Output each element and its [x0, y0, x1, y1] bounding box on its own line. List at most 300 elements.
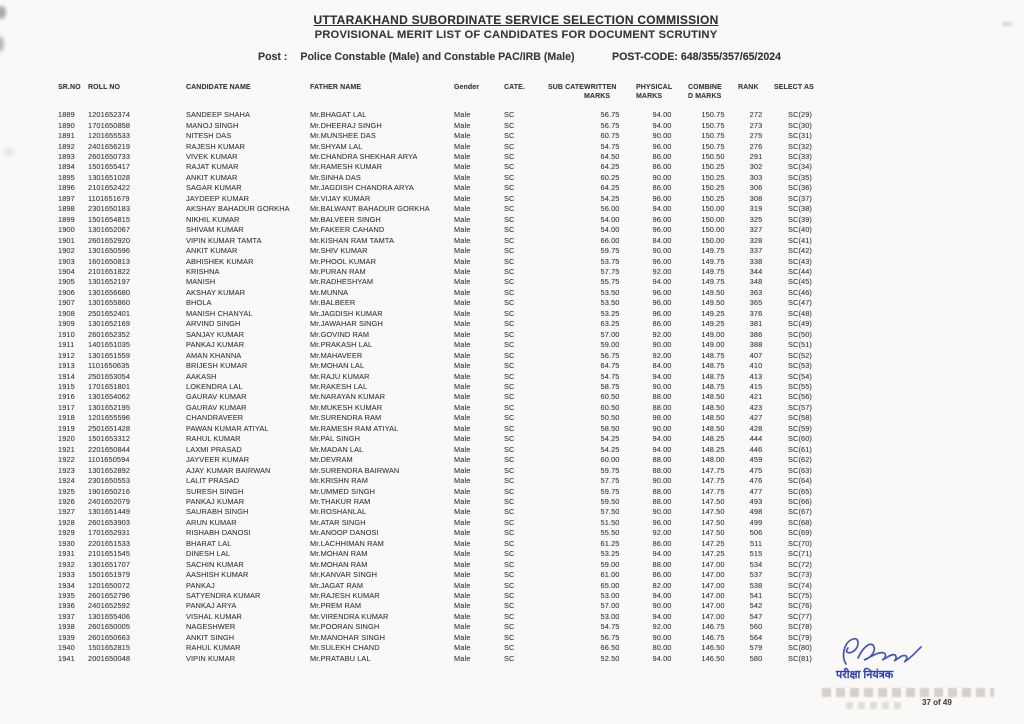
cell-combined: 148.00 — [701, 455, 725, 465]
cell-select: SC(77) — [787, 611, 812, 621]
cell-gender: Male — [454, 549, 471, 559]
cell-rank: 475 — [749, 465, 763, 475]
cell-rank: 427 — [749, 413, 763, 423]
cell-physical: 90.00 — [652, 423, 672, 433]
cell-written: 54.00 — [600, 225, 620, 235]
cell-roll: 1301654062 — [88, 392, 131, 402]
cell-gender: Male — [454, 653, 471, 663]
cell-father: Mr.UMMED SINGH — [310, 486, 376, 496]
cell-roll: 1301651707 — [88, 559, 131, 569]
cell-physical: 94.00 — [652, 204, 672, 214]
signature-icon — [836, 634, 928, 670]
cell-roll: 2601653903 — [88, 517, 131, 527]
cell-roll: 2401656219 — [88, 141, 131, 151]
cell-subcate — [548, 612, 584, 622]
cell-cate: SC — [504, 413, 515, 423]
cell-written: 53.75 — [600, 256, 620, 266]
cell-rank: 542 — [749, 601, 763, 611]
cell-roll: 1201652374 — [88, 110, 131, 120]
cell-combined: 148.50 — [701, 392, 725, 402]
table-row — [58, 591, 826, 601]
cell-name: SHIVAM KUMAR — [186, 225, 244, 235]
cell-cate: SC — [504, 622, 515, 632]
cell-cate: SC — [504, 486, 515, 496]
cell-roll: 1201655596 — [88, 413, 131, 423]
cell-name: LALIT PRASAD — [186, 476, 240, 486]
cell-sr: 1937 — [58, 611, 75, 621]
cell-sr: 1916 — [58, 392, 75, 402]
cell-subcate — [548, 643, 584, 653]
table-row — [58, 142, 826, 152]
cell-cate: SC — [504, 423, 515, 433]
table-row — [58, 466, 826, 476]
table-row — [58, 131, 826, 141]
cell-select: SC(56) — [787, 392, 812, 402]
cell-rank: 325 — [749, 214, 763, 224]
cell-father: Mr.LACHHIMAN RAM — [310, 538, 384, 548]
table-row — [58, 570, 826, 580]
cell-cate: SC — [504, 235, 515, 245]
cell-cate: SC — [504, 455, 515, 465]
cell-roll: 1101651679 — [88, 193, 130, 203]
cell-name: RAHUL KUMAR — [186, 643, 241, 653]
cell-sr: 1907 — [58, 298, 75, 308]
cell-subcate — [548, 121, 584, 131]
cell-gender: Male — [454, 371, 471, 381]
cell-written: 59.00 — [600, 340, 620, 350]
cell-select: SC(47) — [787, 298, 812, 308]
cell-select: SC(59) — [787, 423, 812, 433]
merit-table-body — [58, 110, 826, 664]
cell-select: SC(70) — [787, 538, 812, 548]
cell-cate: SC — [504, 340, 515, 350]
cell-name: NITESH DAS — [186, 131, 232, 141]
cell-subcate — [548, 162, 584, 172]
table-row — [58, 194, 826, 204]
cell-combined: 149.25 — [701, 319, 725, 329]
cell-subcate — [548, 204, 584, 214]
cell-subcate — [548, 528, 584, 538]
table-row — [58, 528, 826, 538]
cell-father: Mr.RAJU KUMAR — [310, 371, 370, 381]
faint-stamp-text — [822, 688, 994, 697]
cell-sr: 1930 — [58, 538, 75, 548]
cell-roll: 2601650733 — [88, 152, 131, 161]
cell-select: SC(79) — [787, 632, 812, 642]
cell-rank: 276 — [749, 141, 763, 151]
cell-father: Mr.SHIV KUMAR — [310, 246, 368, 256]
cell-sr: 1909 — [58, 319, 75, 329]
cell-rank: 580 — [749, 653, 763, 663]
cell-gender: Male — [454, 517, 471, 527]
cell-select: SC(72) — [787, 559, 812, 569]
cell-cate: SC — [504, 559, 515, 569]
cell-father: Mr.MUNSHEE DAS — [310, 131, 376, 141]
cell-gender: Male — [454, 110, 471, 120]
cell-subcate — [548, 392, 584, 402]
cell-sr: 1893 — [58, 152, 75, 161]
cell-rank: 444 — [749, 434, 763, 444]
cell-subcate — [548, 142, 584, 152]
cell-written: 54.75 — [600, 371, 620, 381]
column-header-subcate: SUB CATE — [548, 84, 585, 91]
cell-sr: 1926 — [58, 496, 75, 506]
cell-father: Mr.MUKESH KUMAR — [310, 402, 383, 412]
cell-rank: 506 — [749, 528, 763, 538]
cell-cate: SC — [504, 392, 515, 402]
cell-roll: 1901650216 — [88, 486, 131, 496]
cell-gender: Male — [454, 308, 471, 318]
cell-combined: 150.25 — [701, 162, 725, 172]
cell-name: PANKAJ KUMAR — [186, 496, 245, 506]
cell-sr: 1920 — [58, 434, 75, 444]
cell-cate: SC — [504, 277, 515, 287]
table-row — [58, 361, 826, 371]
table-row — [58, 424, 826, 434]
cell-roll: 1501651979 — [88, 570, 131, 580]
cell-father: Mr.PHOOL KUMAR — [310, 256, 377, 266]
cell-combined: 149.50 — [701, 298, 725, 308]
table-row — [58, 257, 826, 267]
cell-subcate — [548, 277, 584, 287]
cell-cate: SC — [504, 110, 515, 120]
cell-father: Mr.POORAN SINGH — [310, 622, 380, 632]
cell-physical: 92.00 — [652, 528, 672, 538]
cell-subcate — [548, 445, 584, 455]
cell-father: Mr.BHAGAT LAL — [310, 110, 367, 120]
cell-select: SC(80) — [787, 643, 812, 653]
cell-physical: 96.00 — [652, 193, 672, 203]
cell-sr: 1940 — [58, 643, 75, 653]
post-label: Post : — [258, 51, 288, 63]
cell-roll: 2301650553 — [88, 476, 131, 486]
cell-physical: 90.00 — [652, 507, 672, 517]
table-row — [58, 403, 826, 413]
cell-rank: 498 — [749, 507, 763, 517]
cell-select: SC(31) — [787, 131, 812, 141]
page-title — [16, 13, 1016, 27]
cell-physical: 84.00 — [652, 361, 672, 371]
cell-name: ABHISHEK KUMAR — [186, 256, 254, 266]
cell-name: SACHIN KUMAR — [186, 559, 244, 569]
cell-name: SANJAY KUMAR — [186, 329, 245, 339]
cell-gender: Male — [454, 235, 471, 245]
cell-combined: 149.00 — [701, 340, 725, 350]
cell-sr: 1915 — [58, 381, 75, 391]
cell-subcate — [548, 654, 584, 664]
scan-smudge — [4, 148, 14, 156]
cell-father: Mr.MADAN LAL — [310, 444, 364, 454]
cell-cate: SC — [504, 528, 515, 538]
table-row — [58, 622, 826, 632]
cell-combined: 150.00 — [701, 225, 725, 235]
cell-sr: 1939 — [58, 632, 75, 642]
cell-select: SC(63) — [787, 465, 812, 475]
cell-gender: Male — [454, 455, 471, 465]
cell-select: SC(40) — [787, 225, 812, 235]
cell-subcate — [548, 319, 584, 329]
cell-combined: 150.25 — [701, 193, 725, 203]
cell-select: SC(53) — [787, 361, 812, 371]
cell-cate: SC — [504, 172, 515, 182]
cell-select: SC(33) — [787, 152, 812, 161]
cell-name: JAYDEEP KUMAR — [186, 193, 250, 203]
post-line — [258, 51, 575, 63]
cell-combined: 147.00 — [701, 591, 725, 601]
cell-sr: 1941 — [58, 653, 75, 663]
cell-sr: 1905 — [58, 277, 75, 287]
table-row — [58, 434, 826, 444]
cell-roll: 1101650594 — [88, 455, 130, 465]
column-header-physical: PHYSICAL MARKS — [636, 84, 673, 100]
cell-rank: 410 — [749, 361, 763, 371]
cell-subcate — [548, 539, 584, 549]
column-header-select: SELECT AS — [774, 84, 814, 91]
cell-combined: 150.00 — [701, 214, 725, 224]
cell-name: RAJAT KUMAR — [186, 162, 239, 172]
table-row — [58, 267, 826, 277]
cell-sr: 1897 — [58, 193, 75, 203]
cell-name: AAKASH — [186, 371, 217, 381]
cell-written: 57.50 — [600, 507, 620, 517]
cell-father: Mr.ROSHANLAL — [310, 507, 367, 517]
cell-written: 60.75 — [600, 131, 620, 141]
cell-roll: 2601652352 — [88, 329, 131, 339]
cell-father: Mr.MOHAN RAM — [310, 549, 368, 559]
cell-written: 55.75 — [600, 277, 620, 287]
cell-gender: Male — [454, 172, 471, 182]
cell-sr: 1900 — [58, 225, 75, 235]
header-row — [58, 84, 826, 110]
column-header-sr: SR.NO — [58, 84, 81, 91]
cell-written: 56.75 — [600, 120, 620, 130]
cell-name: KRISHNA — [186, 266, 220, 276]
cell-rank: 564 — [749, 632, 763, 642]
cell-combined: 148.25 — [701, 444, 725, 454]
cell-physical: 96.00 — [652, 141, 672, 151]
cell-rank: 476 — [749, 476, 763, 486]
cell-select: SC(30) — [787, 120, 812, 130]
table-row — [58, 633, 826, 643]
cell-subcate — [548, 246, 584, 256]
cell-name: PANKAJ KUMAR — [186, 340, 245, 350]
cell-combined: 150.75 — [701, 141, 725, 151]
table-row — [58, 152, 826, 162]
cell-gender: Male — [454, 214, 471, 224]
cell-gender: Male — [454, 476, 471, 486]
cell-cate: SC — [504, 371, 515, 381]
cell-physical: 92.00 — [652, 329, 672, 339]
cell-sr: 1908 — [58, 308, 75, 318]
cell-sr: 1935 — [58, 591, 75, 601]
table-row — [58, 560, 826, 570]
cell-combined: 147.00 — [701, 570, 725, 580]
cell-physical: 96.00 — [652, 287, 672, 297]
cell-rank: 423 — [749, 402, 763, 412]
column-header-combined: COMBINE D MARKS — [688, 84, 722, 100]
cell-gender: Male — [454, 465, 471, 475]
cell-combined: 146.50 — [701, 653, 725, 663]
cell-gender: Male — [454, 287, 471, 297]
cell-physical: 96.00 — [652, 298, 672, 308]
cell-roll: 2201651533 — [88, 538, 131, 548]
cell-subcate — [548, 382, 584, 392]
cell-select: SC(58) — [787, 413, 812, 423]
cell-roll: 1501655417 — [88, 162, 131, 172]
cell-written: 52.50 — [600, 653, 620, 663]
table-row — [58, 330, 826, 340]
cell-subcate — [548, 403, 584, 413]
cell-written: 64.25 — [600, 183, 620, 193]
cell-physical: 94.00 — [652, 653, 672, 663]
cell-name: VIPIN KUMAR TAMTA — [186, 235, 262, 245]
cell-select: SC(71) — [787, 549, 812, 559]
cell-father: Mr.PREM RAM — [310, 601, 362, 611]
cell-cate: SC — [504, 653, 515, 663]
cell-select: SC(39) — [787, 214, 812, 224]
cell-sr: 1917 — [58, 402, 75, 412]
cell-name: CHANDRAVEER — [186, 413, 244, 423]
cell-written: 53.25 — [600, 308, 620, 318]
cell-name: ANKIT KUMAR — [186, 172, 238, 182]
cell-father: Mr.ANOOP DANOSI — [310, 528, 379, 538]
cell-name: AASHISH KUMAR — [186, 570, 249, 580]
cell-physical: 86.00 — [652, 570, 672, 580]
cell-name: RAJESH KUMAR — [186, 141, 246, 151]
cell-subcate — [548, 173, 584, 183]
merit-table-header — [58, 84, 826, 110]
cell-roll: 2601650663 — [88, 632, 131, 642]
cell-combined: 150.25 — [701, 183, 725, 193]
cell-father: Mr.KANVAR SINGH — [310, 570, 378, 580]
cell-combined: 149.75 — [701, 246, 725, 256]
cell-combined: 148.75 — [701, 381, 725, 391]
cell-father: Mr.SULEKH CHAND — [310, 643, 380, 653]
cell-roll: 2501653054 — [88, 371, 131, 381]
table-row — [58, 612, 826, 622]
cell-cate: SC — [504, 256, 515, 266]
table-row — [58, 455, 826, 465]
cell-written: 59.75 — [600, 465, 620, 475]
cell-physical: 86.00 — [652, 319, 672, 329]
page-subtitle: PROVISIONAL MERIT LIST OF CANDIDATES FOR DOCUMENT SCRUTINY — [314, 29, 718, 41]
cell-cate: SC — [504, 162, 515, 172]
cell-physical: 92.00 — [652, 622, 672, 632]
cell-father: Mr.FAKEER CAHAND — [310, 225, 385, 235]
cell-rank: 363 — [749, 287, 763, 297]
cell-written: 60.50 — [600, 392, 620, 402]
cell-father: Mr.KRISHN RAM — [310, 476, 368, 486]
cell-combined: 147.75 — [701, 465, 725, 475]
cell-father: Mr.RAMESH KUMAR — [310, 162, 383, 172]
cell-physical: 86.00 — [652, 152, 672, 161]
cell-roll: 1301651449 — [88, 507, 131, 517]
cell-rank: 319 — [749, 204, 763, 214]
cell-roll: 1101650635 — [88, 361, 130, 371]
cell-rank: 421 — [749, 392, 763, 402]
cell-physical: 98.00 — [652, 413, 672, 423]
cell-roll: 2601652796 — [88, 591, 131, 601]
cell-subcate — [548, 633, 584, 643]
cell-sr: 1895 — [58, 172, 75, 182]
cell-select: SC(55) — [787, 381, 812, 391]
cell-father: Mr.ATAR SINGH — [310, 517, 366, 527]
cell-roll: 1201650072 — [88, 580, 131, 590]
cell-physical: 88.00 — [652, 496, 672, 506]
cell-written: 59.75 — [600, 486, 620, 496]
cell-sr: 1934 — [58, 580, 75, 590]
cell-father: Mr.GOVIND RAM — [310, 329, 370, 339]
cell-sr: 1923 — [58, 465, 75, 475]
cell-roll: 1301651559 — [88, 350, 131, 360]
cell-sr: 1906 — [58, 287, 75, 297]
cell-physical: 90.00 — [652, 340, 672, 350]
cell-rank: 381 — [749, 319, 763, 329]
cell-select: SC(61) — [787, 444, 812, 454]
table-row — [58, 643, 826, 653]
cell-written: 53.00 — [600, 611, 620, 621]
cell-rank: 388 — [749, 340, 763, 350]
cell-combined: 150.50 — [701, 152, 725, 161]
cell-rank: 348 — [749, 277, 763, 287]
cell-physical: 90.00 — [652, 381, 672, 391]
cell-father: Mr.RADHESHYAM — [310, 277, 374, 287]
cell-gender: Male — [454, 204, 471, 214]
table-row — [58, 121, 826, 131]
table-row — [58, 476, 826, 486]
cell-rank: 477 — [749, 486, 763, 496]
cell-gender: Male — [454, 580, 471, 590]
cell-rank: 446 — [749, 444, 763, 454]
cell-subcate — [548, 361, 584, 371]
merit-table — [58, 84, 826, 664]
table-row — [58, 539, 826, 549]
cell-combined: 149.00 — [701, 329, 725, 339]
cell-roll: 2501652401 — [88, 308, 131, 318]
cell-name: VIPIN KUMAR — [186, 653, 236, 663]
cell-name: BHARAT LAL — [186, 538, 232, 548]
cell-physical: 94.00 — [652, 434, 672, 444]
cell-father: Mr.SURENDRA RAM — [310, 413, 382, 423]
cell-written: 59.75 — [600, 246, 620, 256]
table-row — [58, 507, 826, 517]
cell-select: SC(38) — [787, 204, 812, 214]
cell-combined: 150.75 — [701, 131, 725, 141]
cell-roll: 1301656680 — [88, 287, 131, 297]
cell-combined: 148.25 — [701, 434, 725, 444]
cell-physical: 90.00 — [652, 632, 672, 642]
cell-cate: SC — [504, 204, 515, 214]
cell-select: SC(64) — [787, 476, 812, 486]
table-row — [58, 225, 826, 235]
cell-name: SAURABH SINGH — [186, 507, 249, 517]
table-row — [58, 215, 826, 225]
cell-select: SC(57) — [787, 402, 812, 412]
cell-gender: Male — [454, 256, 471, 266]
cell-combined: 150.75 — [701, 110, 725, 120]
cell-sr: 1901 — [58, 235, 75, 245]
cell-rank: 493 — [749, 496, 763, 506]
scan-smudge — [0, 36, 4, 52]
cell-cate: SC — [504, 120, 515, 130]
cell-select: SC(66) — [787, 496, 812, 506]
cell-cate: SC — [504, 476, 515, 486]
cell-gender: Male — [454, 591, 471, 601]
cell-father: Mr.DHEERAJ SINGH — [310, 120, 382, 130]
cell-select: SC(62) — [787, 455, 812, 465]
cell-sr: 1928 — [58, 517, 75, 527]
cell-combined: 150.00 — [701, 204, 725, 214]
